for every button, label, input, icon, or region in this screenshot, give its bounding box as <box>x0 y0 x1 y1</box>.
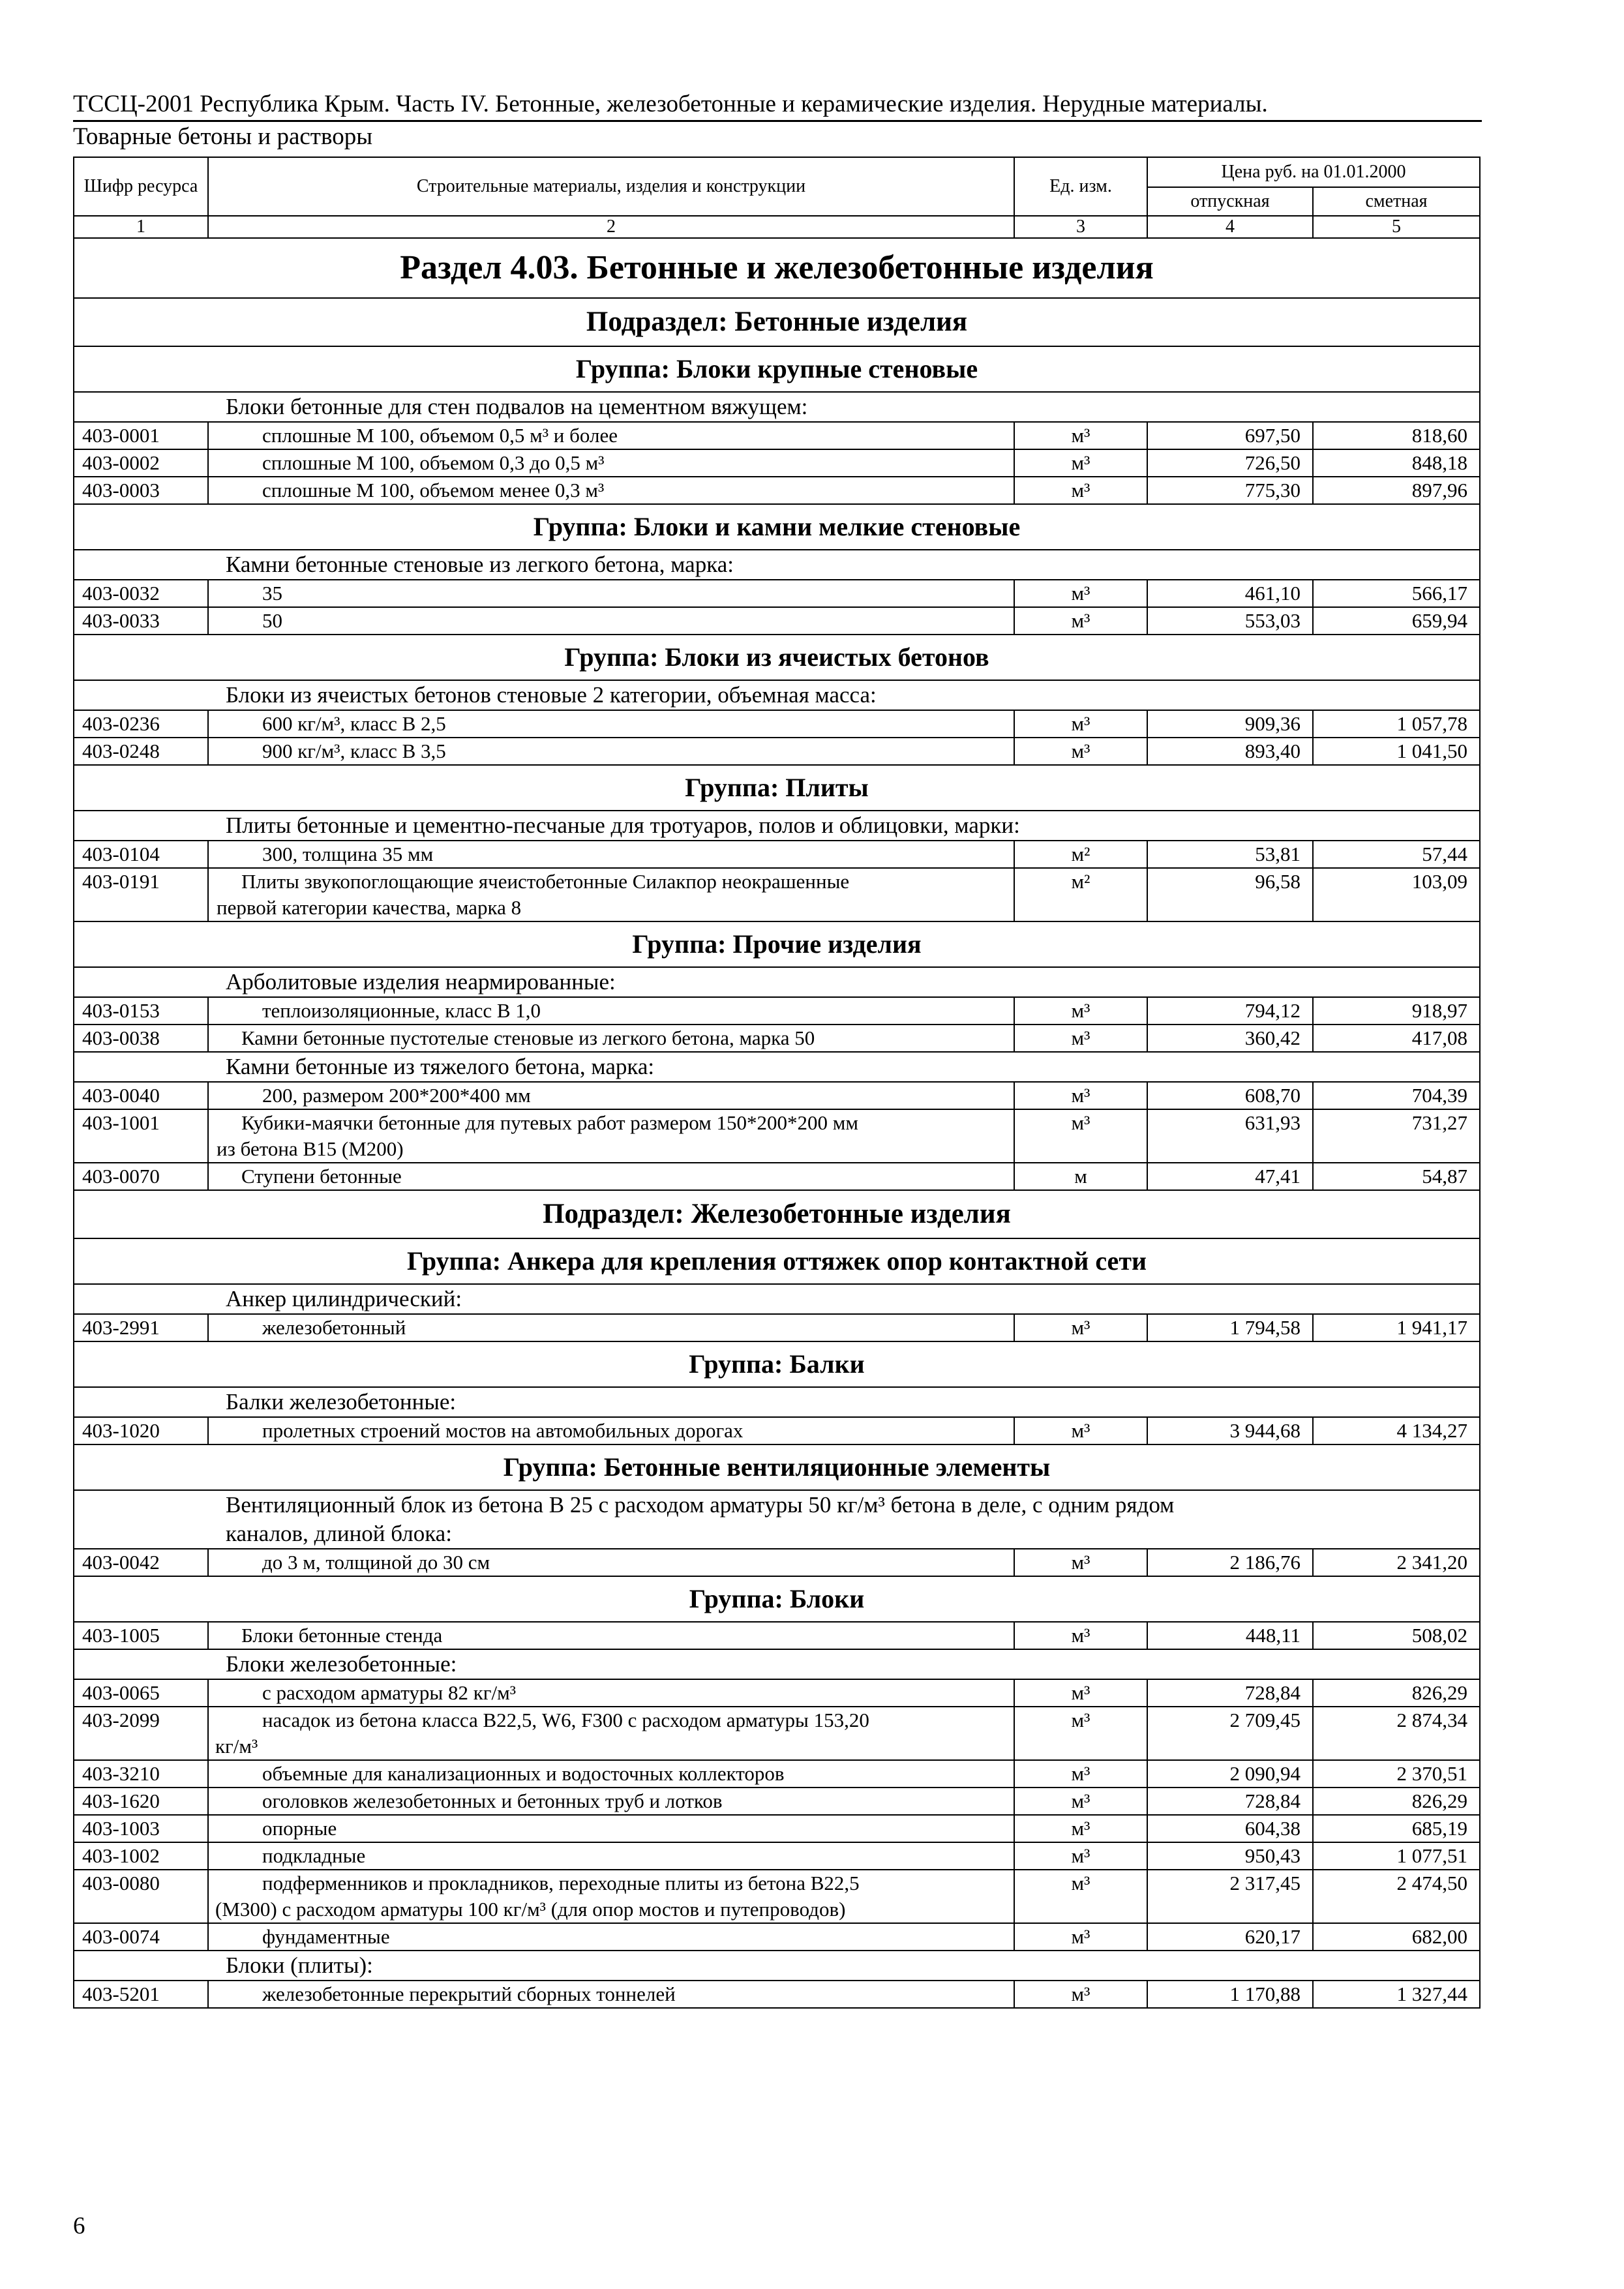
unit-of-measure: м³ <box>1014 710 1147 738</box>
document-title: ТССЦ-2001 Республика Крым. Часть IV. Бетонные, железобетонные и керамические изделия. Нерудные материалы. <box>73 91 1268 117</box>
group-title: Группа: Блоки <box>74 1576 1480 1622</box>
category-label <box>74 1649 1480 1679</box>
item-name <box>208 449 1014 477</box>
group-title: Группа: Плиты <box>74 765 1480 811</box>
unit-of-measure: м³ <box>1014 1815 1147 1842</box>
release-price: 2 317,45 <box>1147 1870 1313 1923</box>
table-row <box>74 841 1480 868</box>
group-row <box>74 635 1480 680</box>
resource-code: 403-1020 <box>74 1417 208 1444</box>
table-row <box>74 1870 1480 1923</box>
table-row <box>74 580 1480 607</box>
release-price: 726,50 <box>1147 449 1313 477</box>
estimate-price: 1 057,78 <box>1313 710 1480 738</box>
unit-of-measure: м² <box>1014 868 1147 921</box>
item-name <box>208 1842 1014 1870</box>
table-row <box>74 1707 1480 1760</box>
item-name <box>208 580 1014 607</box>
page-number: 6 <box>73 2213 85 2239</box>
category-row <box>74 1052 1480 1082</box>
category-text: Блоки (плиты): <box>226 1952 373 1978</box>
resource-code: 403-1005 <box>74 1622 208 1649</box>
resource-code: 403-0080 <box>74 1870 208 1923</box>
table-row <box>74 1082 1480 1109</box>
unit-of-measure: м³ <box>1014 1760 1147 1788</box>
category-label <box>74 1490 1480 1549</box>
table-body <box>74 238 1480 2008</box>
item-name-text: 35 <box>262 582 282 605</box>
resource-code: 403-0104 <box>74 841 208 868</box>
release-price: 631,93 <box>1147 1109 1313 1163</box>
category-text: Блоки железобетонные: <box>226 1651 457 1677</box>
unit-of-measure: м³ <box>1014 1314 1147 1341</box>
item-name <box>208 1981 1014 2008</box>
category-text: Анкер цилиндрический: <box>226 1286 462 1311</box>
item-name <box>208 1788 1014 1815</box>
group-row <box>74 346 1480 392</box>
resource-code: 403-0248 <box>74 738 208 765</box>
estimate-price: 54,87 <box>1313 1163 1480 1190</box>
group-title: Группа: Бетонные вентиляционные элементы <box>74 1444 1480 1490</box>
unit-of-measure: м³ <box>1014 422 1147 449</box>
group-title: Группа: Балки <box>74 1341 1480 1387</box>
table-row <box>74 422 1480 449</box>
item-name-text: Камни бетонные пустотелые стеновые из легкого бетона, марка 50 <box>241 1026 815 1049</box>
item-name-text: опорные <box>262 1817 337 1840</box>
item-name-text: 600 кг/м³, класс В 2,5 <box>262 712 446 735</box>
resource-code: 403-0032 <box>74 580 208 607</box>
estimate-price: 2 341,20 <box>1313 1549 1480 1576</box>
table-row <box>74 477 1480 504</box>
resource-code: 403-0153 <box>74 997 208 1025</box>
unit-of-measure: м³ <box>1014 1842 1147 1870</box>
item-name <box>208 1707 1014 1760</box>
category-text: Вентиляционный блок из бетона В 25 с расходом арматуры 50 кг/м³ бетона в деле, с одним рядом <box>226 1492 1175 1518</box>
item-name <box>208 738 1014 765</box>
resource-code: 403-1001 <box>74 1109 208 1163</box>
unit-of-measure: м³ <box>1014 1025 1147 1052</box>
release-price: 448,11 <box>1147 1622 1313 1649</box>
estimate-price: 1 041,50 <box>1313 738 1480 765</box>
unit-of-measure: м³ <box>1014 1707 1147 1760</box>
table-row <box>74 1981 1480 2008</box>
group-title: Группа: Блоки крупные стеновые <box>74 346 1480 392</box>
price-table <box>73 157 1481 2009</box>
resource-code: 403-0038 <box>74 1025 208 1052</box>
category-label <box>74 1951 1480 1981</box>
table-row <box>74 607 1480 635</box>
category-label <box>74 1387 1480 1417</box>
estimate-price: 57,44 <box>1313 841 1480 868</box>
item-name-text: 50 <box>262 609 282 632</box>
unit-of-measure: м³ <box>1014 738 1147 765</box>
estimate-price: 848,18 <box>1313 449 1480 477</box>
item-name-text: Кубики-маячки бетонные для путевых работ размером 150*200*200 мм <box>241 1111 858 1134</box>
unit-of-measure: м³ <box>1014 477 1147 504</box>
table-row <box>74 1163 1480 1190</box>
estimate-price: 1 077,51 <box>1313 1842 1480 1870</box>
category-row <box>74 550 1480 580</box>
col-header-code: Шифр ресурса <box>74 157 208 216</box>
section-title: Раздел 4.03. Бетонные и железобетонные изделия <box>74 238 1480 298</box>
group-row <box>74 1444 1480 1490</box>
estimate-price: 918,97 <box>1313 997 1480 1025</box>
estimate-price: 103,09 <box>1313 868 1480 921</box>
category-text-continued: каналов, длиной блока: <box>226 1521 452 1546</box>
item-name <box>208 1622 1014 1649</box>
column-number: 1 <box>74 216 208 238</box>
unit-of-measure: м³ <box>1014 1109 1147 1163</box>
subsection-title: Подраздел: Железобетонные изделия <box>74 1190 1480 1238</box>
item-name-text: фундаментные <box>262 1925 390 1948</box>
column-number: 3 <box>1014 216 1147 238</box>
estimate-price: 2 874,34 <box>1313 1707 1480 1760</box>
resource-code: 403-1620 <box>74 1788 208 1815</box>
table-row <box>74 738 1480 765</box>
category-text: Камни бетонные из тяжелого бетона, марка: <box>226 1054 655 1079</box>
resource-code: 403-0065 <box>74 1679 208 1707</box>
item-name-text: до 3 м, толщиной до 30 см <box>262 1551 490 1574</box>
item-name-continued: из бетона В15 (М200) <box>217 1137 404 1160</box>
item-name-text: подкладные <box>262 1844 366 1867</box>
subsection-row <box>74 1190 1480 1238</box>
item-name-text: сплошные М 100, объемом 0,5 м³ и более <box>262 424 618 447</box>
estimate-price: 818,60 <box>1313 422 1480 449</box>
item-name <box>208 1163 1014 1190</box>
category-label <box>74 967 1480 997</box>
header-rule <box>73 120 1482 122</box>
release-price: 360,42 <box>1147 1025 1313 1052</box>
column-number: 4 <box>1147 216 1313 238</box>
estimate-price: 1 941,17 <box>1313 1314 1480 1341</box>
release-price: 2 709,45 <box>1147 1707 1313 1760</box>
release-price: 96,58 <box>1147 868 1313 921</box>
item-name-text: железобетонные перекрытий сборных тоннелей <box>262 1982 676 2005</box>
item-name <box>208 1760 1014 1788</box>
estimate-price: 731,27 <box>1313 1109 1480 1163</box>
unit-of-measure: м³ <box>1014 1923 1147 1951</box>
document-subtitle: Товарные бетоны и растворы <box>73 123 373 150</box>
release-price: 53,81 <box>1147 841 1313 868</box>
subsection-row <box>74 298 1480 346</box>
table-row <box>74 449 1480 477</box>
item-name-text: 200, размером 200*200*400 мм <box>262 1084 531 1107</box>
item-name-text: насадок из бетона класса В22,5, W6, F300 с расходом арматуры 153,20 <box>262 1709 869 1731</box>
item-name <box>208 1815 1014 1842</box>
group-row <box>74 921 1480 967</box>
resource-code: 403-2991 <box>74 1314 208 1341</box>
category-text: Блоки из ячеистых бетонов стеновые 2 категории, объемная масса: <box>226 682 877 708</box>
item-name <box>208 1870 1014 1923</box>
item-name <box>208 1549 1014 1576</box>
item-name-text: Блоки бетонные стенда <box>241 1624 443 1647</box>
item-name-text: железобетонный <box>262 1316 406 1339</box>
category-label <box>74 1284 1480 1314</box>
section-row <box>74 238 1480 298</box>
estimate-price: 826,29 <box>1313 1679 1480 1707</box>
table-row <box>74 1622 1480 1649</box>
category-text: Арболитовые изделия неармированные: <box>226 969 616 995</box>
item-name-text: оголовков железобетонных и бетонных труб и лотков <box>262 1789 723 1812</box>
item-name <box>208 607 1014 635</box>
estimate-price: 508,02 <box>1313 1622 1480 1649</box>
item-name <box>208 710 1014 738</box>
table-row <box>74 997 1480 1025</box>
table-row <box>74 1109 1480 1163</box>
unit-of-measure: м³ <box>1014 1622 1147 1649</box>
release-price: 775,30 <box>1147 477 1313 504</box>
category-row <box>74 392 1480 422</box>
resource-code: 403-0033 <box>74 607 208 635</box>
resource-code: 403-0236 <box>74 710 208 738</box>
release-price: 893,40 <box>1147 738 1313 765</box>
resource-code: 403-0070 <box>74 1163 208 1190</box>
release-price: 697,50 <box>1147 422 1313 449</box>
release-price: 604,38 <box>1147 1815 1313 1842</box>
release-price: 3 944,68 <box>1147 1417 1313 1444</box>
item-name <box>208 1082 1014 1109</box>
item-name-text: теплоизоляционные, класс В 1,0 <box>262 999 541 1022</box>
column-number: 2 <box>208 216 1014 238</box>
resource-code: 403-0040 <box>74 1082 208 1109</box>
unit-of-measure: м <box>1014 1163 1147 1190</box>
col-header-price: Цена руб. на 01.01.2000 <box>1147 157 1480 187</box>
estimate-price: 659,94 <box>1313 607 1480 635</box>
release-price: 553,03 <box>1147 607 1313 635</box>
category-text: Плиты бетонные и цементно-песчаные для тротуаров, полов и облицовки, марки: <box>226 813 1020 838</box>
resource-code: 403-0002 <box>74 449 208 477</box>
item-name <box>208 1679 1014 1707</box>
resource-code: 403-2099 <box>74 1707 208 1760</box>
unit-of-measure: м³ <box>1014 449 1147 477</box>
table-row <box>74 1842 1480 1870</box>
release-price: 950,43 <box>1147 1842 1313 1870</box>
item-name-continued: кг/м³ <box>215 1735 258 1758</box>
item-name <box>208 841 1014 868</box>
estimate-price: 2 474,50 <box>1313 1870 1480 1923</box>
unit-of-measure: м³ <box>1014 1082 1147 1109</box>
estimate-price: 1 327,44 <box>1313 1981 1480 2008</box>
estimate-price: 685,19 <box>1313 1815 1480 1842</box>
unit-of-measure: м³ <box>1014 1788 1147 1815</box>
item-name <box>208 422 1014 449</box>
resource-code: 403-0001 <box>74 422 208 449</box>
resource-code: 403-1002 <box>74 1842 208 1870</box>
release-price: 608,70 <box>1147 1082 1313 1109</box>
estimate-price: 682,00 <box>1313 1923 1480 1951</box>
item-name-continued: (М300) с расходом арматуры 100 кг/м³ (для опор мостов и путепроводов) <box>215 1898 846 1921</box>
category-text: Блоки бетонные для стен подвалов на цементном вяжущем: <box>226 394 808 419</box>
group-row <box>74 1576 1480 1622</box>
group-title: Группа: Блоки из ячеистых бетонов <box>74 635 1480 680</box>
item-name <box>208 1923 1014 1951</box>
subsection-title: Подраздел: Бетонные изделия <box>74 298 1480 346</box>
resource-code: 403-0191 <box>74 868 208 921</box>
unit-of-measure: м³ <box>1014 1870 1147 1923</box>
release-price: 909,36 <box>1147 710 1313 738</box>
item-name <box>208 477 1014 504</box>
table-header <box>74 157 1480 238</box>
release-price: 620,17 <box>1147 1923 1313 1951</box>
resource-code: 403-1003 <box>74 1815 208 1842</box>
item-name <box>208 997 1014 1025</box>
table-row <box>74 1417 1480 1444</box>
estimate-price: 826,29 <box>1313 1788 1480 1815</box>
item-name-text: 900 кг/м³, класс В 3,5 <box>262 740 446 762</box>
unit-of-measure: м³ <box>1014 1549 1147 1576</box>
item-name-text: сплошные М 100, объемом 0,3 до 0,5 м³ <box>262 451 605 474</box>
resource-code: 403-0042 <box>74 1549 208 1576</box>
table-row <box>74 1923 1480 1951</box>
item-name-text: 300, толщина 35 мм <box>262 843 434 865</box>
table-row <box>74 1314 1480 1341</box>
category-label <box>74 550 1480 580</box>
col-header-unit: Ед. изм. <box>1014 157 1147 216</box>
release-price: 794,12 <box>1147 997 1313 1025</box>
estimate-price: 417,08 <box>1313 1025 1480 1052</box>
group-title: Группа: Анкера для крепления оттяжек опор контактной сети <box>74 1238 1480 1284</box>
page-header <box>73 90 1475 151</box>
group-title: Группа: Прочие изделия <box>74 921 1480 967</box>
group-title: Группа: Блоки и камни мелкие стеновые <box>74 504 1480 550</box>
item-name-text: Ступени бетонные <box>241 1165 402 1188</box>
category-label <box>74 1052 1480 1082</box>
category-label <box>74 811 1480 841</box>
unit-of-measure: м³ <box>1014 1981 1147 2008</box>
release-price: 728,84 <box>1147 1679 1313 1707</box>
item-name-text: подферменников и прокладников, переходные плиты из бетона В22,5 <box>262 1872 860 1894</box>
table-row <box>74 868 1480 921</box>
item-name <box>208 1314 1014 1341</box>
unit-of-measure: м² <box>1014 841 1147 868</box>
resource-code: 403-3210 <box>74 1760 208 1788</box>
estimate-price: 4 134,27 <box>1313 1417 1480 1444</box>
release-price: 728,84 <box>1147 1788 1313 1815</box>
table-row <box>74 710 1480 738</box>
category-label <box>74 392 1480 422</box>
item-name <box>208 1025 1014 1052</box>
table-row <box>74 1788 1480 1815</box>
resource-code: 403-5201 <box>74 1981 208 2008</box>
unit-of-measure: м³ <box>1014 607 1147 635</box>
group-row <box>74 504 1480 550</box>
col-header-release-price: отпускная <box>1147 187 1313 216</box>
group-row <box>74 1238 1480 1284</box>
category-row <box>74 967 1480 997</box>
category-text: Балки железобетонные: <box>226 1389 457 1414</box>
category-label <box>74 680 1480 710</box>
table-row <box>74 1815 1480 1842</box>
release-price: 461,10 <box>1147 580 1313 607</box>
category-row <box>74 1490 1480 1549</box>
resource-code: 403-0074 <box>74 1923 208 1951</box>
item-name-continued: первой категории качества, марка 8 <box>217 896 522 919</box>
table-row <box>74 1760 1480 1788</box>
table-row <box>74 1549 1480 1576</box>
unit-of-measure: м³ <box>1014 580 1147 607</box>
item-name-text: сплошные М 100, объемом менее 0,3 м³ <box>262 479 605 501</box>
resource-code: 403-0003 <box>74 477 208 504</box>
unit-of-measure: м³ <box>1014 997 1147 1025</box>
estimate-price: 704,39 <box>1313 1082 1480 1109</box>
category-row <box>74 1649 1480 1679</box>
item-name <box>208 1109 1014 1163</box>
item-name-text: с расходом арматуры 82 кг/м³ <box>262 1681 517 1704</box>
col-header-estimate-price: сметная <box>1313 187 1480 216</box>
estimate-price: 566,17 <box>1313 580 1480 607</box>
col-header-name: Строительные материалы, изделия и конструкции <box>208 157 1014 216</box>
unit-of-measure: м³ <box>1014 1417 1147 1444</box>
column-number: 5 <box>1313 216 1480 238</box>
estimate-price: 2 370,51 <box>1313 1760 1480 1788</box>
estimate-price: 897,96 <box>1313 477 1480 504</box>
group-row <box>74 1341 1480 1387</box>
release-price: 2 090,94 <box>1147 1760 1313 1788</box>
release-price: 1 170,88 <box>1147 1981 1313 2008</box>
unit-of-measure: м³ <box>1014 1679 1147 1707</box>
group-row <box>74 765 1480 811</box>
table-row <box>74 1679 1480 1707</box>
release-price: 1 794,58 <box>1147 1314 1313 1341</box>
item-name-text: объемные для канализационных и водосточных коллекторов <box>262 1762 785 1785</box>
category-text: Камни бетонные стеновые из легкого бетона, марка: <box>226 552 734 577</box>
release-price: 47,41 <box>1147 1163 1313 1190</box>
release-price: 2 186,76 <box>1147 1549 1313 1576</box>
category-row <box>74 1284 1480 1314</box>
category-row <box>74 1951 1480 1981</box>
category-row <box>74 1387 1480 1417</box>
item-name-text: Плиты звукопоглощающие ячеистобетонные Силакпор неокрашенные <box>241 870 850 893</box>
item-name-text: пролетных строений мостов на автомобильных дорогах <box>262 1419 744 1442</box>
category-row <box>74 680 1480 710</box>
item-name <box>208 1417 1014 1444</box>
category-row <box>74 811 1480 841</box>
table-row <box>74 1025 1480 1052</box>
item-name <box>208 868 1014 921</box>
column-number-row <box>74 216 1480 238</box>
